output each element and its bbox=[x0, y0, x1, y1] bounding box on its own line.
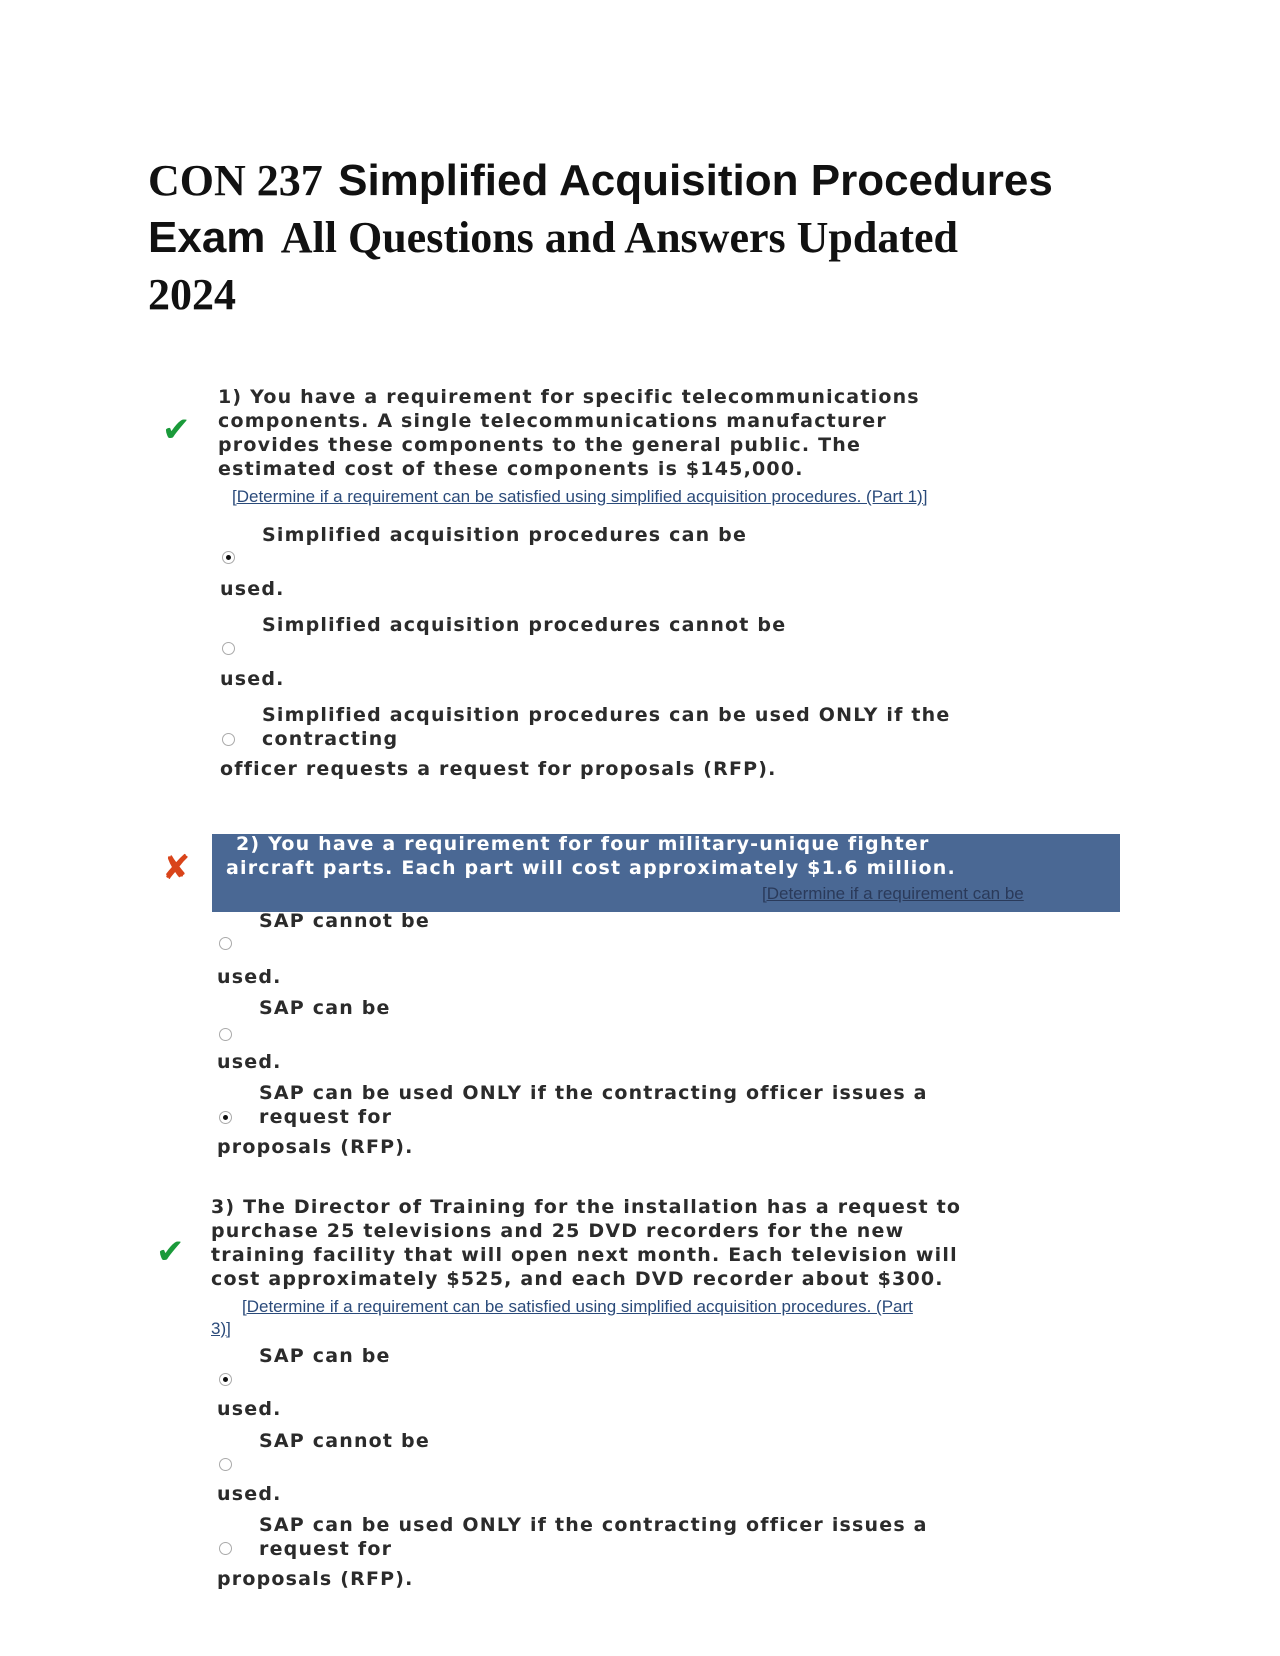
option-radio-selected[interactable] bbox=[222, 551, 235, 564]
question-3-link-cont[interactable]: 3)] bbox=[211, 1319, 231, 1338]
option-radio[interactable] bbox=[222, 733, 235, 746]
cross-icon: ✘ bbox=[162, 848, 191, 888]
option-label: used. bbox=[220, 578, 285, 600]
question-1-link[interactable]: [Determine if a requirement can be satisfied using simplified acquisition procedures. (Part 1)] bbox=[232, 487, 928, 506]
option-radio[interactable] bbox=[222, 642, 235, 655]
title-part: All Questions and Answers Updated bbox=[280, 213, 959, 262]
option-label: SAP cannot be bbox=[259, 1430, 430, 1452]
question-line: purchase 25 televisions and 25 DVD recorders for the new bbox=[211, 1220, 905, 1242]
option-label: proposals (RFP). bbox=[217, 1136, 414, 1158]
option-radio-selected[interactable] bbox=[219, 1373, 232, 1386]
question-2-link[interactable]: [Determine if a requirement can be bbox=[762, 884, 1024, 903]
question-1-text bbox=[218, 385, 920, 481]
option-label: SAP can be bbox=[259, 997, 391, 1019]
question-3-link[interactable]: [Determine if a requirement can be satisfied using simplified acquisition procedures. (Part bbox=[242, 1297, 913, 1316]
question-line: components. A single telecommunications manufacturer bbox=[218, 410, 887, 432]
option-label: used. bbox=[217, 1051, 282, 1073]
option-label: used. bbox=[220, 668, 285, 690]
question-line: estimated cost of these components is $145,000. bbox=[218, 458, 804, 480]
option-label: Simplified acquisition procedures cannot be bbox=[262, 614, 787, 636]
check-icon: ✔ bbox=[162, 410, 191, 450]
option-label: Simplified acquisition procedures can be used ONLY if the bbox=[262, 704, 951, 726]
document-title bbox=[148, 152, 1053, 323]
option-radio[interactable] bbox=[219, 1028, 232, 1041]
option-label: SAP cannot be bbox=[259, 910, 430, 932]
question-line: 1) You have a requirement for specific telecommunications bbox=[218, 386, 920, 408]
check-icon: ✔ bbox=[156, 1232, 185, 1272]
option-label: used. bbox=[217, 1398, 282, 1420]
option-label: Simplified acquisition procedures can be bbox=[262, 524, 748, 546]
question-3-text bbox=[211, 1195, 961, 1291]
title-part: Simplified Acquisition Procedures bbox=[338, 156, 1053, 205]
option-label: request for bbox=[259, 1538, 393, 1560]
question-line: 2) You have a requirement for four military-unique fighter bbox=[236, 833, 930, 855]
option-label: proposals (RFP). bbox=[217, 1568, 414, 1590]
question-line: 3) The Director of Training for the installation has a request to bbox=[211, 1196, 962, 1218]
option-radio-selected[interactable] bbox=[219, 1111, 232, 1124]
title-part: 2024 bbox=[148, 270, 236, 319]
title-part: Exam bbox=[148, 213, 266, 262]
option-radio[interactable] bbox=[219, 1542, 232, 1555]
question-line: cost approximately $525, and each DVD recorder about $300. bbox=[211, 1268, 944, 1290]
question-line: aircraft parts. Each part will cost approximately $1.6 million. bbox=[226, 857, 956, 879]
option-label: used. bbox=[217, 1483, 282, 1505]
option-label: SAP can be used ONLY if the contracting officer issues a bbox=[259, 1082, 928, 1104]
option-label: used. bbox=[217, 966, 282, 988]
option-label: contracting bbox=[262, 728, 399, 750]
question-line: training facility that will open next month. Each television will bbox=[211, 1244, 958, 1266]
question-2-text bbox=[226, 832, 956, 880]
option-label: request for bbox=[259, 1106, 393, 1128]
option-radio[interactable] bbox=[219, 937, 232, 950]
title-part: CON 237 bbox=[148, 156, 323, 205]
question-line: provides these components to the general public. The bbox=[218, 434, 862, 456]
option-label: officer requests a request for proposals (RFP). bbox=[220, 758, 777, 780]
option-label: SAP can be used ONLY if the contracting officer issues a bbox=[259, 1514, 928, 1536]
option-radio[interactable] bbox=[219, 1458, 232, 1471]
option-label: SAP can be bbox=[259, 1345, 391, 1367]
